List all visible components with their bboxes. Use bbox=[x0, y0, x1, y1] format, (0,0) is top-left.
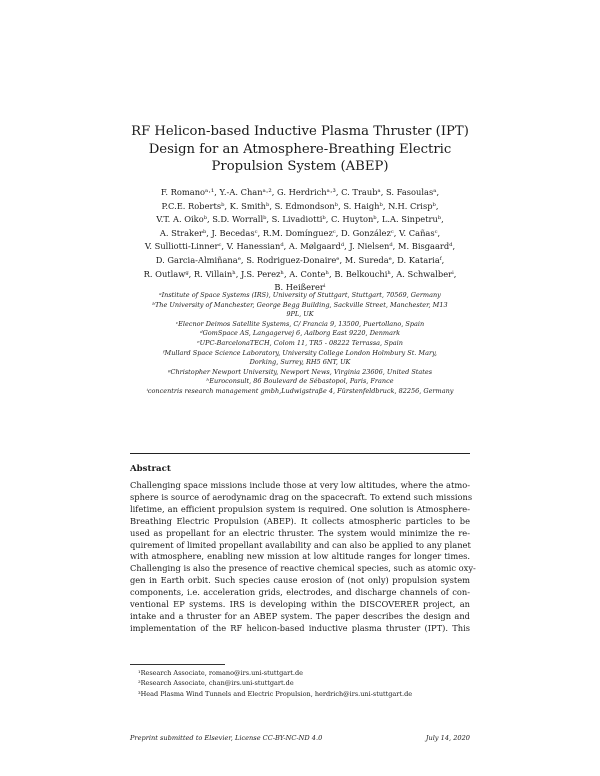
footnote: ²Research Associate, chan@irs.uni-stuttgart.de bbox=[138, 679, 294, 688]
affiliation-line: ᵈGomSpace AS, Langagervej 6, Aalborg East 9220, Denmark bbox=[199, 329, 401, 338]
affiliation-line: Dorking, Surrey, RH5 6NT, UK bbox=[249, 358, 351, 367]
author-line: F. Romanoᵃ·¹, Y.-A. Chanᵃ·², G. Herdrichᵃ·³, C. Traubᵃ, S. Fasoulasᵃ, bbox=[160, 187, 440, 197]
abstract-line: Challenging is also the presence of reactive chemical species, such as atomic oxy- bbox=[130, 563, 476, 574]
abstract-line: gen in Earth orbit. Such species cause erosion of (not only) propulsion system bbox=[130, 575, 470, 586]
affiliation-line: ᵍChristopher Newport University, Newport News, Virginia 23606, United States bbox=[167, 367, 433, 376]
affiliation-line: ᶠMullard Space Science Laboratory, University College London Holmbury St. Mary, bbox=[163, 348, 437, 357]
author-line: A. Strakerᵇ, J. Becedasᶜ, R.M. Domínguezᶜ, D. Gonzálezᶜ, V. Cañasᶜ, bbox=[159, 227, 441, 238]
abstract-line: Breathing Electric Propulsion (ABEP). It collects atmospheric particles to be bbox=[130, 515, 470, 526]
affiliation-list bbox=[123, 291, 477, 397]
license-note: Preprint submitted to Elsevier, License CC-BY-NC-ND 4.0 bbox=[130, 734, 323, 742]
footnotes bbox=[138, 668, 470, 699]
author-line: B. Heißererⁱ bbox=[274, 282, 326, 293]
abstract-line: with atmosphere, enabling new mission at low altitude ranges for longer times. bbox=[130, 551, 470, 562]
abstract-heading: Abstract bbox=[130, 464, 171, 474]
author-line: D. Garcia-Almiñanaᵉ, S. Rodriguez-Donaireᵉ, M. Suredaᵉ, D. Katariaᶠ, bbox=[155, 254, 445, 265]
affiliation-line: ᵃInstitute of Space Systems (IRS), University of Stuttgart, Stuttgart, 70569, Germany bbox=[159, 291, 441, 299]
abstract-line: implementation of the RF helicon-based inductive plasma thruster (IPT). This bbox=[130, 622, 470, 633]
affiliation-line: 9PL, UK bbox=[286, 310, 314, 319]
footnote: ¹Research Associate, romano@irs.uni-stuttgart.de bbox=[138, 669, 303, 677]
abstract-line: ventional EP systems. IRS is developing within the DISCOVERER project, an bbox=[130, 599, 470, 610]
abstract-line: Challenging space missions include those at very low altitudes, where the atmo- bbox=[130, 480, 470, 490]
date: July 14, 2020 bbox=[425, 734, 470, 742]
affiliation-line: ᵇThe University of Manchester, George Begg Building, Sackville Street, Manchester, M13 bbox=[152, 300, 448, 309]
title-line: Propulsion System (ABEP) bbox=[211, 159, 389, 174]
abstract-line: used as propellant for an electric thruster. The system would minimize the re- bbox=[130, 527, 470, 538]
author-line: P.C.E. Robertsᵇ, K. Smithᵇ, S. Edmondsonᵇ, S. Haighᵇ, N.H. Crispᵇ, bbox=[161, 200, 439, 211]
abstract-line: lifetime, an efficient propulsion system is required. One solution is Atmosphere- bbox=[130, 503, 470, 514]
paper-title bbox=[120, 123, 480, 176]
footnote-rule bbox=[130, 664, 225, 665]
abstract-line: sphere is source of aerodynamic drag on the spacecraft. To extend such missions bbox=[130, 491, 473, 502]
author-line: V.T. A. Oikoᵇ, S.D. Worrallᵇ, S. Livadiottiᵇ, C. Huytonᵇ, L.A. Sinpetruᵇ, bbox=[156, 214, 444, 225]
abstract-body bbox=[130, 480, 476, 635]
footnote: ³Head Plasma Wind Tunnels and Electric Propulsion, herdrich@irs.uni-stuttgart.de bbox=[138, 689, 413, 698]
author-line: V. Sulliotti-Linnerᶜ, V. Hanessianᵈ, A. Mølgaardᵈ, J. Nielsenᵈ, M. Bisgaardᵈ, bbox=[144, 241, 456, 252]
affiliation-line: ʰEuroconsult, 86 Boulevard de Sébastopol, Paris, France bbox=[206, 377, 394, 386]
title-line: Design for an Atmosphere-Breathing Electric bbox=[148, 141, 452, 157]
title-line: RF Helicon-based Inductive Plasma Thruster (IPT) bbox=[131, 124, 469, 139]
affiliation-line: ᵉUPC-BarcelonaTECH, Colom 11, TR5 - 08222 Terrassa, Spain bbox=[197, 338, 403, 347]
abstract-top-rule bbox=[130, 453, 470, 454]
abstract-line: quirement of limited propellant availability and can also be applied to any planet bbox=[130, 539, 471, 550]
author-list bbox=[118, 186, 482, 295]
abstract-line: components, i.e. acceleration grids, electrodes, and discharge channels of con- bbox=[130, 587, 470, 598]
affiliation-line: ⁱconcentris research management gmbh,Ludwigstraße 4, Fürstenfeldbruck, 82256, Germany bbox=[146, 386, 454, 395]
author-line: R. Outlawᵍ, R. Villainʰ, J.S. Perezʰ, A. Conteʰ, B. Belkouchiʰ, A. Schwalberⁱ, bbox=[143, 268, 457, 279]
abstract-line: intake and a thruster for an ABEP system. The paper describes the design and bbox=[130, 610, 470, 621]
affiliation-line: ᶜElecnor Deimos Satellite Systems, C/ Francia 9, 13500, Puertollano, Spain bbox=[175, 319, 425, 328]
